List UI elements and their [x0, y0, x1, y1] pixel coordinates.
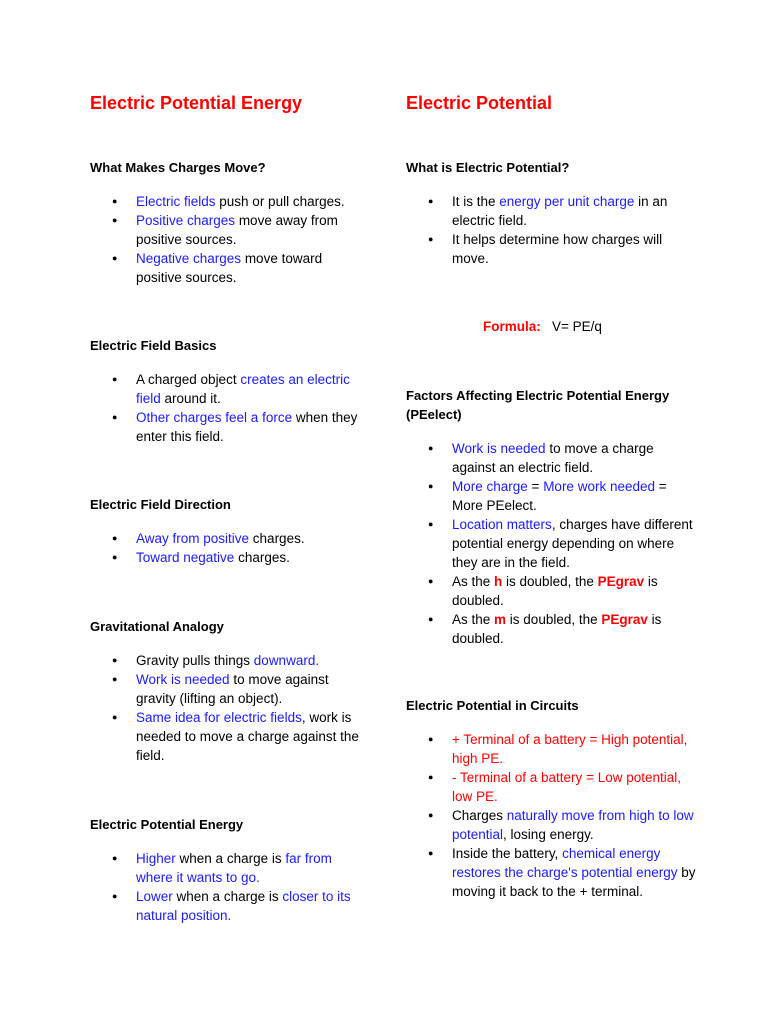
bullet-list	[406, 439, 696, 648]
section-heading: Electric Field Basics	[90, 338, 217, 353]
bullet-item	[90, 887, 370, 925]
bullet-text: As the	[452, 612, 495, 627]
bullet-text: , losing energy.	[503, 827, 594, 842]
bullet-item	[406, 439, 696, 477]
bullet-list	[90, 849, 370, 925]
bullet-text: naturally move from high to low potential	[452, 808, 694, 842]
bullet-item	[90, 192, 370, 211]
bullet-text: More charge	[452, 479, 528, 494]
section-heading: What is Electric Potential?	[406, 160, 570, 175]
bullet-text: closer to its natural position.	[136, 889, 351, 923]
bullet-text: Positive charges	[136, 213, 236, 228]
formula-label: Formula:	[483, 319, 541, 334]
bullet-text: + Terminal of a battery = High potential, high PE.	[452, 732, 688, 766]
bullet-item	[90, 708, 370, 765]
bullet-text: when they enter this field.	[136, 410, 358, 444]
bullet-item	[90, 548, 370, 567]
bullet-text: downward.	[253, 653, 320, 668]
bullet-item	[90, 529, 370, 548]
bullet-item	[406, 730, 696, 768]
bullet-list	[90, 651, 370, 765]
bullet-text: Other charges feel a force	[136, 410, 293, 425]
bullet-text: push or pull charges.	[215, 194, 345, 209]
bullet-text: Work is needed	[136, 672, 230, 687]
bullet-item	[406, 230, 696, 268]
bullet-text: by moving it back to the + terminal.	[452, 865, 696, 899]
bullet-text: Location matters	[452, 517, 552, 532]
bullet-text: move away from positive sources.	[136, 213, 338, 247]
section-what-is-electric-potential	[406, 158, 696, 268]
bullet-text: Inside the battery,	[452, 846, 563, 861]
bullet-text: As the	[452, 574, 495, 589]
bullet-text: h	[494, 574, 503, 589]
bullet-item	[90, 651, 370, 670]
bullet-text: to move against gravity (lifting an object).	[136, 672, 329, 706]
bullet-text: Work is needed	[452, 441, 546, 456]
bullet-item	[406, 192, 696, 230]
bullet-text: is doubled, the	[502, 574, 598, 589]
bullet-item	[406, 806, 696, 844]
bullet-text: in an electric field.	[452, 194, 668, 228]
bullet-text: charges.	[234, 550, 290, 565]
section-what-makes-charges-move	[90, 158, 370, 287]
bullet-text: chemical energy restores the charge's potential energy	[452, 846, 678, 880]
bullet-item	[406, 477, 696, 515]
bullet-text: is doubled, the	[506, 612, 602, 627]
bullet-item	[406, 515, 696, 572]
bullet-list	[90, 192, 370, 287]
bullet-text: when a charge is	[175, 851, 286, 866]
section-factors-affecting-pe	[406, 386, 696, 648]
bullet-text: Toward negative	[136, 550, 235, 565]
bullet-text: move toward positive sources.	[136, 251, 323, 285]
bullet-text: is doubled.	[452, 612, 662, 646]
bullet-text: It is the	[452, 194, 500, 209]
section-gravitational-analogy	[90, 617, 370, 765]
bullet-text: m	[494, 612, 507, 627]
bullet-list	[90, 529, 370, 567]
bullet-text: around it.	[160, 391, 221, 406]
bullet-item	[90, 670, 370, 708]
bullet-text: when a charge is	[172, 889, 283, 904]
bullet-text: Negative charges	[136, 251, 242, 266]
bullet-text: = More PEelect.	[452, 479, 667, 513]
bullet-item	[90, 408, 370, 446]
page-title-right: Electric Potential	[406, 93, 553, 113]
bullet-list	[90, 370, 370, 446]
bullet-text: far from where it wants to go.	[136, 851, 332, 885]
bullet-item	[90, 211, 370, 249]
bullet-text: creates an electric field	[136, 372, 350, 406]
bullet-text: PEgrav	[601, 612, 648, 627]
bullet-text: is doubled.	[452, 574, 658, 608]
bullet-text: energy per unit charge	[499, 194, 635, 209]
section-heading: Factors Affecting Electric Potential Energy (PEelect)	[406, 388, 670, 422]
section-heading: Electric Potential in Circuits	[406, 698, 579, 713]
bullet-text: Gravity pulls things	[136, 653, 254, 668]
section-electric-potential-in-circuits	[406, 696, 696, 901]
bullet-item	[406, 572, 696, 610]
formula	[483, 317, 602, 336]
bullet-item	[90, 849, 370, 887]
bullet-list	[406, 192, 696, 268]
section-electric-potential-energy	[90, 815, 370, 925]
bullet-text: PEgrav	[597, 574, 645, 589]
section-electric-field-direction	[90, 495, 370, 567]
section-heading: Gravitational Analogy	[90, 619, 224, 634]
section-heading: Electric Potential Energy	[90, 817, 244, 832]
bullet-text: A charged object	[136, 372, 241, 387]
bullet-item	[406, 610, 696, 648]
bullet-text: Charges	[452, 808, 507, 823]
page-title-left: Electric Potential Energy	[90, 93, 303, 113]
bullet-text: Electric fields	[136, 194, 216, 209]
bullet-text: Higher	[136, 851, 176, 866]
bullet-text: , charges have different potential energy depending on where they are in the field.	[452, 517, 693, 570]
section-heading: Electric Field Direction	[90, 497, 231, 512]
bullet-item	[406, 844, 696, 901]
section-electric-field-basics	[90, 336, 370, 446]
section-heading: What Makes Charges Move?	[90, 160, 266, 175]
bullet-text: Same idea for electric fields	[136, 710, 302, 725]
bullet-item	[406, 768, 696, 806]
bullet-text: =	[527, 479, 544, 494]
bullet-text: charges.	[249, 531, 305, 546]
bullet-item	[90, 249, 370, 287]
bullet-list	[406, 730, 696, 901]
bullet-item	[90, 370, 370, 408]
bullet-text: Away from positive	[136, 531, 250, 546]
bullet-text: It helps determine how charges will move.	[452, 232, 663, 266]
bullet-text: to move a charge against an electric field.	[452, 441, 654, 475]
formula-value: V= PE/q	[552, 319, 602, 334]
bullet-text: - Terminal of a battery = Low potential, low PE.	[452, 770, 681, 804]
bullet-text: Lower	[136, 889, 173, 904]
bullet-text: , work is needed to move a charge against the field.	[136, 710, 359, 763]
bullet-text: More work needed	[543, 479, 655, 494]
